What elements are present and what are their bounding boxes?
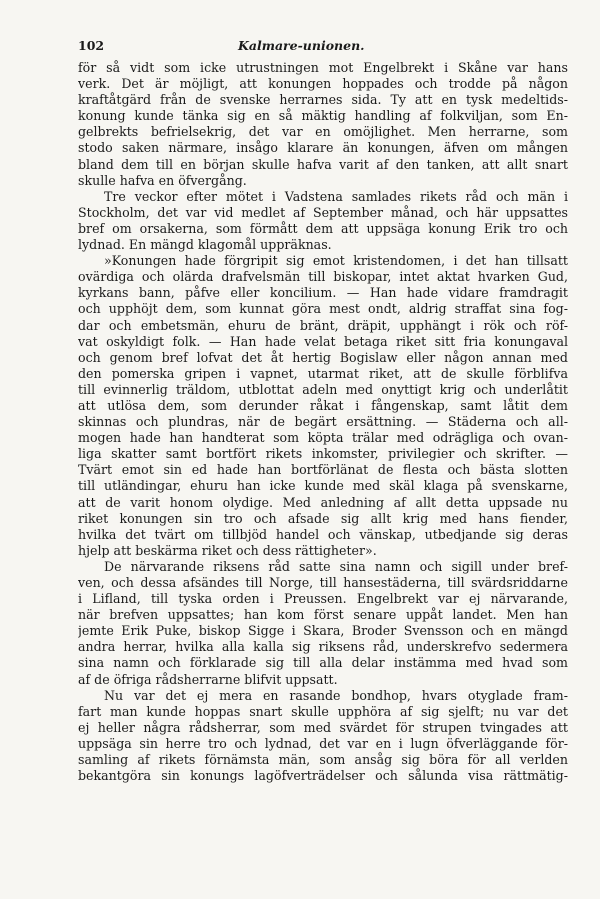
page-number: 102 — [78, 38, 105, 53]
text-line: uppsäga sin herre tro och lydnad, det var en i lugn öfverläggande för- — [78, 735, 568, 751]
text-line: bekantgöra sin konungs lagöfverträdelser och sålunda visa rättmätig- — [78, 768, 568, 784]
running-title: Kalmare-unionen. — [238, 38, 365, 53]
text-line: gelbrekts befrielsekrig, det var en omöjlighet. Men herrarne, som — [78, 124, 568, 140]
page-header — [78, 38, 570, 54]
text-line: till utländingar, ehuru han icke kunde med skäl klaga på svenskarne, — [78, 478, 568, 494]
text-line: och genom bref lofvat det åt hertig Bogislaw eller någon annan med — [78, 349, 568, 365]
text-line: bref om orsakerna, som förmått dem att uppsäga konung Erik tro och — [78, 220, 568, 236]
text-line: hvilka det tvärt om tillbjöd handel och vänskap, utbedjande sig deras — [78, 526, 568, 542]
text-line: i Lifland, till tyska orden i Preussen. Engelbrekt var ej närvarande, — [78, 591, 568, 607]
text-line: samling af rikets förnämsta män, som ansåg sig böra för all verlden — [78, 752, 568, 768]
text-line: »Konungen hade förgripit sig emot kristendomen, i det han tillsatt — [104, 253, 568, 269]
text-line: när brefven uppsattes; han kom först senare uppåt landet. Men han — [78, 607, 568, 623]
text-line: bland dem till en början skulle hafva varit af den tanken, att allt snart — [78, 156, 568, 172]
text-line: Tre veckor efter mötet i Vadstena samlades rikets råd och män i — [104, 188, 568, 204]
text-line: ovärdiga och olärda drafvelsmän till biskopar, intet aktat hvarken Gud, — [78, 269, 568, 285]
text-line: sina namn och förklarade sig till alla delar instämma med hvad som — [78, 655, 568, 671]
text-line: att de varit honom olydige. Med anledning af allt detta uppsade nu — [78, 494, 568, 510]
text-line: riket konungen sin tro och afsade sig allt krig med hans fiender, — [78, 510, 568, 526]
text-line: till evinnerlig träldom, utblottat adeln med onyttigt krig och underlåtit — [78, 381, 568, 397]
text-line: hjelp att beskärma riket och dess rättigheter». — [78, 542, 377, 558]
text-line: jemte Erik Puke, biskop Sigge i Skara, Broder Svensson och en mängd — [78, 623, 568, 639]
text-line: vat oskyldigt folk. — Han hade velat betaga riket sitt fria konungaval — [78, 333, 568, 349]
text-line: fart man kunde hoppas snart skulle upphöra af sig sjelft; nu var det — [78, 703, 568, 719]
text-line: stodo saken närmare, insågo klarare än konungen, äfven om mången — [78, 140, 568, 156]
text-line: andra herrar, hvilka alla kalla sig riksens råd, underskrefvo sedermera — [78, 639, 568, 655]
text-line: af de öfriga rådsherrarne blifvit uppsatt. — [78, 671, 338, 687]
text-line: Stockholm, det var vid medlet af September månad, och här uppsattes — [78, 204, 568, 220]
text-line: dar och embetsmän, ehuru de bränt, dräpit, upphängt i rök och röf- — [78, 317, 568, 333]
text-line: Nu var det ej mera en rasande bondhop, hvars otyglade fram- — [104, 687, 568, 703]
text-line: den pomerska gripen i vapnet, utarmat riket, att de skulle förblifva — [78, 365, 568, 381]
text-line: verk. Det är möjligt, att konungen hoppades och trodde på någon — [78, 76, 568, 92]
text-line: ven, och dessa afsändes till Norge, till hansestäderna, till svärdsriddarne — [78, 575, 568, 590]
text-line: De närvarande riksens råd satte sina namn och sigill under bref- — [104, 558, 568, 574]
text-line: skulle hafva en öfvergång. — [78, 172, 247, 188]
text-line: Tvärt emot sin ed hade han bortförlänat de flesta och bästa slotten — [78, 462, 568, 478]
text-line: kyrkans bann, påfve eller koncilium. — Han hade vidare framdragit — [78, 285, 568, 301]
text-line: kraftåtgärd från de svenske herrarnes sida. Ty att en tysk medeltids- — [78, 92, 568, 108]
text-line: skinnas och plundras, när de begärt ersättning. — Städerna och all- — [78, 414, 568, 430]
text-line: liga skatter samt bortfört rikets inkomster, privilegier och skrifter. — — [78, 446, 568, 462]
text-line: konung kunde tänka sig en så mäktig handling af folkviljan, som En- — [78, 108, 568, 124]
text-line: lydnad. En mängd klagomål uppräknas. — [78, 237, 332, 253]
body-text — [78, 60, 568, 784]
text-line: mogen hade han handterat som köpta trälar med odrägliga och ovan- — [78, 430, 568, 446]
text-line: ej heller några rådsherrar, som med svärdet för strupen tvingades att — [78, 719, 568, 735]
text-line: och upphöjt dem, som kunnat göra mest ondt, aldrig straffat sina fog- — [78, 301, 568, 317]
text-line: att utlösa dem, som derunder råkat i fångenskap, samt låtit dem — [78, 397, 568, 413]
text-line: för så vidt som icke utrustningen mot Engelbrekt i Skåne var hans — [78, 60, 568, 75]
